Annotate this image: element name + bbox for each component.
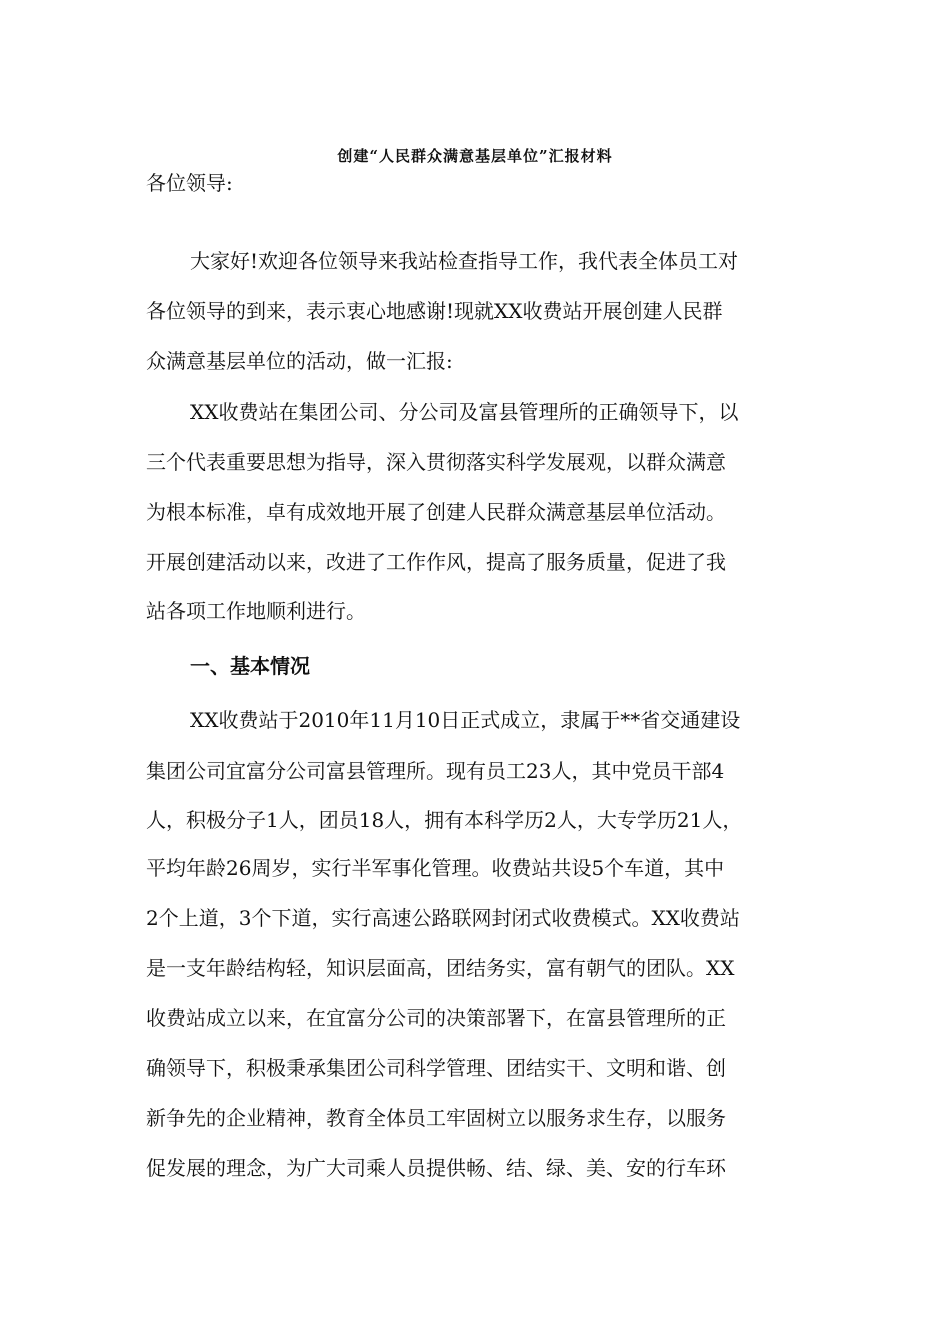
section-heading: 一、基本情况 (190, 654, 310, 678)
paragraph-line: 促发展的理念，为广大司乘人员提供畅、结、绿、美、安的行车环 (146, 1156, 726, 1180)
paragraph-line: 集团公司宜富分公司富县管理所。现有员工23人，其中党员干部4 (146, 759, 725, 783)
paragraph-line: 2个上道，3个下道，实行高速公路联网封闭式收费模式。XX收费站 (146, 906, 740, 930)
paragraph-line: 三个代表重要思想为指导，深入贯彻落实科学发展观，以群众满意 (146, 450, 726, 474)
paragraph-line: 收费站成立以来，在宜富分公司的决策部署下，在富县管理所的正 (146, 1006, 726, 1030)
paragraph-line: XX收费站在集团公司、分公司及富县管理所的正确领导下，以 (190, 400, 739, 424)
paragraph-line: 各位领导的到来，表示衷心地感谢!现就XX收费站开展创建人民群 (146, 299, 723, 323)
paragraph-line: 人，积极分子1人，团员18人，拥有本科学历2人，大专学历21人， (146, 808, 743, 832)
paragraph-line: 新争先的企业精神，教育全体员工牢固树立以服务求生存，以服务 (146, 1106, 726, 1130)
document-title: 创建“人民群众满意基层单位”汇报材料 (337, 147, 613, 165)
paragraph-line: 站各项工作地顺利进行。 (146, 599, 366, 623)
greeting: 各位领导: (146, 171, 233, 195)
paragraph-line: 开展创建活动以来，改进了工作作风，提高了服务质量，促进了我 (146, 550, 726, 574)
paragraph-line: 众满意基层单位的活动，做一汇报: (146, 349, 453, 373)
paragraph-line: XX收费站于2010年11月10日正式成立，隶属于**省交通建设 (190, 708, 741, 732)
paragraph-line: 为根本标准，卓有成效地开展了创建人民群众满意基层单位活动。 (146, 500, 726, 524)
paragraph-line: 大家好!欢迎各位领导来我站检查指导工作，我代表全体员工对 (190, 249, 739, 273)
paragraph-line: 平均年龄26周岁，实行半军事化管理。收费站共设5个车道，其中 (146, 856, 725, 880)
paragraph-line: 是一支年龄结构轻，知识层面高，团结务实，富有朝气的团队。XX (146, 956, 735, 980)
paragraph-line: 确领导下，积极秉承集团公司科学管理、团结实干、文明和谐、创 (146, 1056, 726, 1080)
